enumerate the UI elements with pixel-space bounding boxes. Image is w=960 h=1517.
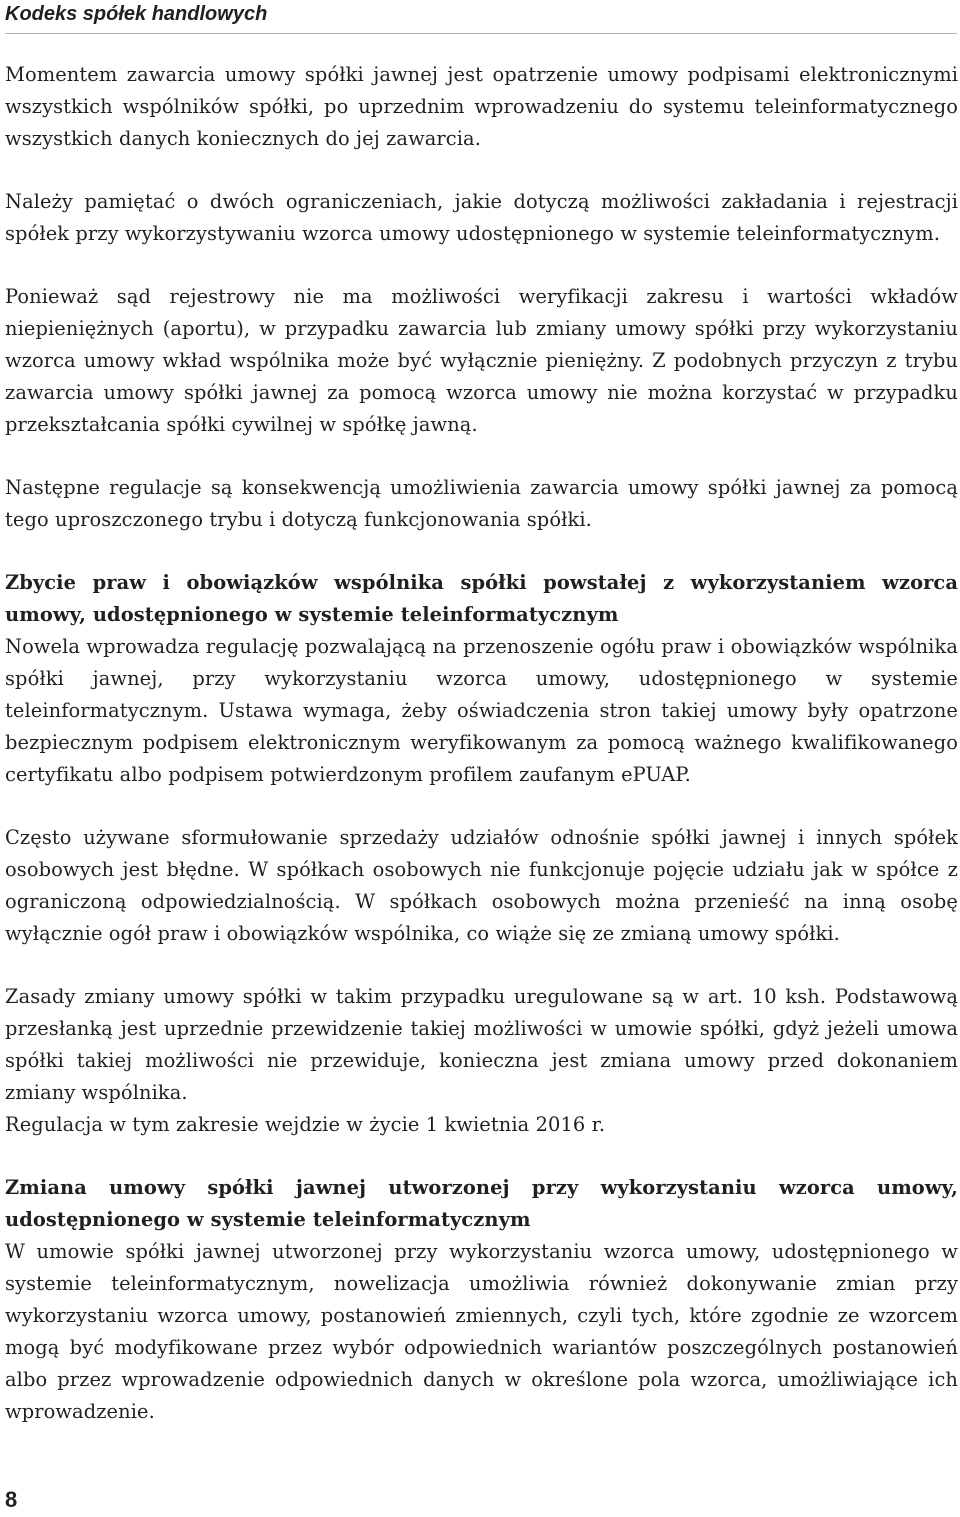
paragraph-3: Ponieważ sąd rejestrowy nie ma możliwości weryfikacji zakresu i wartości wkładów niepieniężnych (aportu), w przypadku zawarcia lub zmiany umowy spółki przy wykorzystaniu wzorca umowy wkład wspólnika może być wyłącznie pieniężny. Z podobnych przyczyn z trybu zawarcia umowy spółki jawnej za pomocą wzorca umowy nie można korzystać w przypadku przekształcania spółki cywilnej w spółkę jawną. bbox=[5, 285, 958, 436]
paragraph-7: Zasady zmiany umowy spółki w takim przypadku uregulowane są w art. 10 ksh. Podstawową przesłanką jest uprzednie przewidzenie takiej możliwości w umowie spółki, gdyż jeżeli umowa spółki takiej możliwości nie przewiduje, konieczna jest zmiana umowy przed dokonaniem zmiany wspólnika. bbox=[5, 985, 958, 1104]
paragraph-4: Następne regulacje są konsekwencją umożliwienia zawarcia umowy spółki jawnej za pomocą tego uproszczonego trybu i dotyczą funkcjonowania spółki. bbox=[5, 476, 958, 531]
paragraph-9: W umowie spółki jawnej utworzonej przy wykorzystaniu wzorca umowy, udostępnionego w systemie teleinformatycznym, nowelizacja umożliwia również dokonywanie zmian przy wykorzystaniu wzorca umowy, postanowień zmiennych, czyli tych, które zgodnie ze wzorcem mogą być modyfikowane przez wybór odpowiednich wariantów poszczególnych postanowień albo przez wprowadzenie odpowiednich danych w określone pola wzorca, umożliwiające ich wprowadzenie. bbox=[5, 1240, 958, 1423]
page-number: 8 bbox=[5, 1487, 18, 1512]
paragraph-1: Momentem zawarcia umowy spółki jawnej jest opatrzenie umowy podpisami elektronicznymi wszystkich wspólników spółki, po uprzednim wprowadzeniu do systemu teleinformatycznego wszystkich danych koniecznych do jej zawarcia. bbox=[5, 63, 958, 150]
paragraph-5: Nowela wprowadza regulację pozwalającą na przenoszenie ogółu praw i obowiązków wspólnika spółki jawnej, przy wykorzystaniu wzorca umowy, udostępnionego w systemie teleinformatycznym. Ustawa wymaga, żeby oświadczenia stron takiej umowy były opatrzone bezpiecznym podpisem elektronicznym weryfikowanym za pomocą ważnego kwalifikowanego certyfikatu albo podpisem potwierdzonym profilem zaufanym ePUAP. bbox=[5, 635, 958, 786]
page-body bbox=[5, 59, 958, 1459]
paragraph-6: Często używane sformułowanie sprzedaży udziałów odnośnie spółki jawnej i innych spółek osobowych jest błędne. W spółkach osobowych nie funkcjonuje pojęcie udziału jak w spółce z ograniczoną odpowiedzialnością. W spółkach osobowych można przenieść na inną osobę wyłącznie ogół praw i obowiązków wspólnika, co wiąże się ze zmianą umowy spółki. bbox=[5, 826, 958, 945]
section-heading-transfer: Zbycie praw i obowiązków wspólnika spółki powstałej z wykorzystaniem wzorca umowy, udostępnionego w systemie teleinformatycznym bbox=[5, 571, 958, 626]
paragraph-2: Należy pamiętać o dwóch ograniczeniach, jakie dotyczą możliwości zakładania i rejestracji spółek przy wykorzystywaniu wzorca umowy udostępnionego w systemie teleinformatycznym. bbox=[5, 190, 958, 245]
paragraph-8: Regulacja w tym zakresie wejdzie w życie 1 kwietnia 2016 r. bbox=[5, 1113, 606, 1136]
section-heading-amendment: Zmiana umowy spółki jawnej utworzonej przy wykorzystaniu wzorca umowy, udostępnionego w systemie teleinformatycznym bbox=[5, 1176, 958, 1231]
header-rule bbox=[5, 33, 957, 34]
running-header: Kodeks spółek handlowych bbox=[5, 3, 268, 25]
